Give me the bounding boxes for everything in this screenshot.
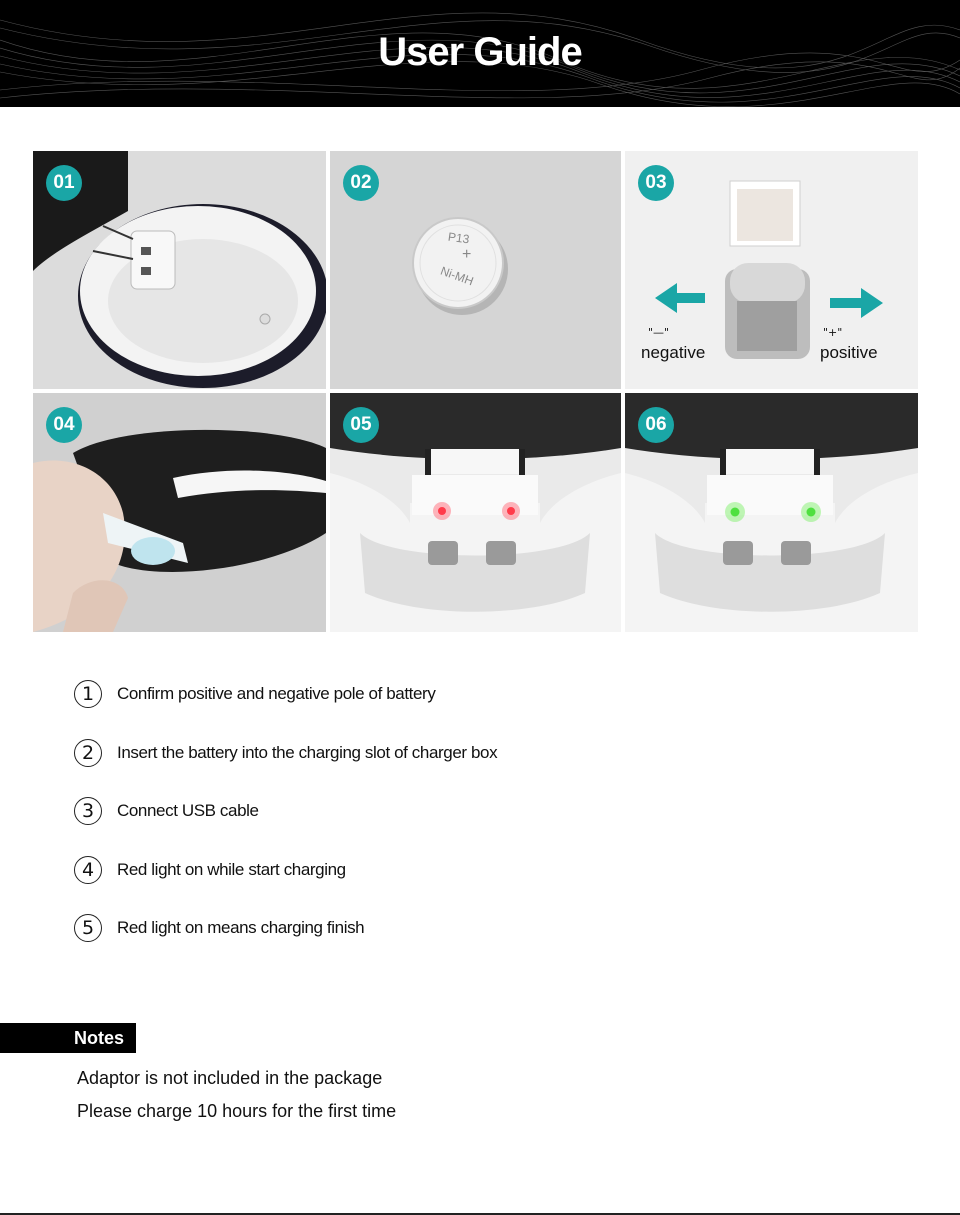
step-number-2: 2 [74, 739, 102, 767]
step-number-1: 1 [74, 680, 102, 708]
step-badge-01: 01 [46, 165, 82, 201]
notes-heading: Notes [0, 1023, 136, 1053]
step-text-4: Red light on while start charging [117, 860, 346, 879]
negative-label: negative [641, 343, 706, 362]
step-item-5 [74, 914, 774, 944]
panel-04 [33, 393, 326, 632]
step-number-3: 3 [74, 797, 102, 825]
panel-06 [625, 393, 918, 632]
step-item-4 [74, 856, 774, 886]
step-badge-03: 03 [638, 165, 674, 201]
instruction-photo-grid [33, 151, 918, 632]
page-title: User Guide [378, 30, 582, 74]
step-item-1 [74, 680, 774, 710]
step-item-2 [74, 739, 774, 769]
step-text-3: Connect USB cable [117, 801, 259, 820]
battery-label-bottom: Ni-MH [438, 263, 476, 289]
step-badge-02: 02 [343, 165, 379, 201]
panel-03 [625, 151, 918, 389]
header-banner [0, 0, 960, 107]
step-text-1: Confirm positive and negative pole of battery [117, 684, 436, 703]
step-item-3 [74, 797, 774, 827]
step-text-2: Insert the battery into the charging slot of charger box [117, 743, 498, 762]
battery-label-top: P13 [447, 229, 471, 247]
battery-label-plus: + [462, 246, 472, 263]
panel-02 [330, 151, 621, 389]
step-number-5: 5 [74, 914, 102, 942]
panel-05 [330, 393, 621, 632]
note-line-2: Please charge 10 hours for the first time [77, 1101, 397, 1121]
step-text-5: Red light on means charging finish [117, 918, 365, 937]
panel-01 [33, 151, 326, 389]
step-number-4: 4 [74, 856, 102, 884]
step-badge-04: 04 [46, 407, 82, 443]
negative-sign: "—" [648, 326, 670, 339]
positive-sign: "+" [823, 326, 843, 339]
step-badge-06: 06 [638, 407, 674, 443]
positive-label: positive [820, 343, 878, 362]
note-line-1: Adaptor is not included in the package [77, 1068, 383, 1088]
step-badge-05: 05 [343, 407, 379, 443]
